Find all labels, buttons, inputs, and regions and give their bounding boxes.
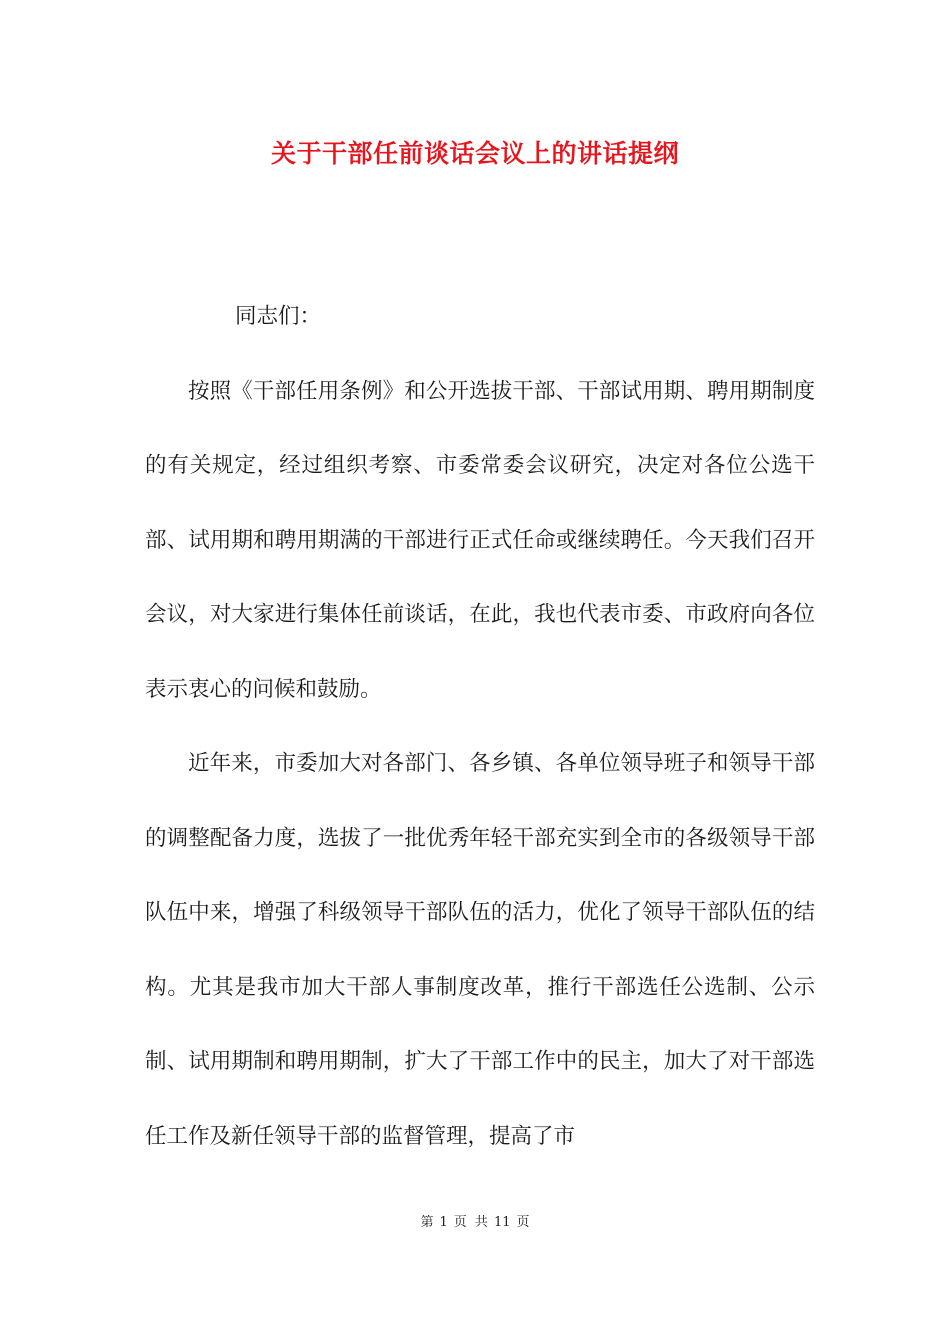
document-title: 关于干部任前谈话会议上的讲话提纲 [270, 139, 679, 168]
footer-page-number: 1 [439, 1215, 448, 1230]
document-body [145, 280, 815, 1174]
footer-middle: 页 共 [453, 1215, 488, 1230]
salutation: 同志们： [235, 304, 322, 329]
paragraph-1: 按照《干部任用条例》和公开选拔干部、干部试用期、聘用期制度的有关规定，经过组织考察、市委常委会议研究，决定对各位公选干部、试用期和聘用期满的干部进行正式任命或继续聘任。今天我们召开会议，对大家进行集体任前谈话，在此，我也代表市委、市政府向各位表示衷心的问候和鼓励。 [145, 378, 815, 702]
footer-prefix: 第 [420, 1215, 434, 1230]
footer-suffix: 页 [516, 1215, 530, 1230]
footer-total-pages: 11 [493, 1215, 511, 1230]
page-footer [0, 1211, 950, 1230]
paragraph-2: 近年来，市委加大对各部门、各乡镇、各单位领导班子和领导干部的调整配备力度，选拔了一批优秀年轻干部充实到全市的各级领导干部队伍中来，增强了科级领导干部队伍的活力，优化了领导干部队伍的结构。尤其是我市加大干部人事制度改革，推行干部选任公选制、公示制、试用期制和聘用期制，扩大了干部工作中的民主，加大了对干部选任工作及新任领导干部的监督管理，提高了市 [145, 751, 815, 1149]
